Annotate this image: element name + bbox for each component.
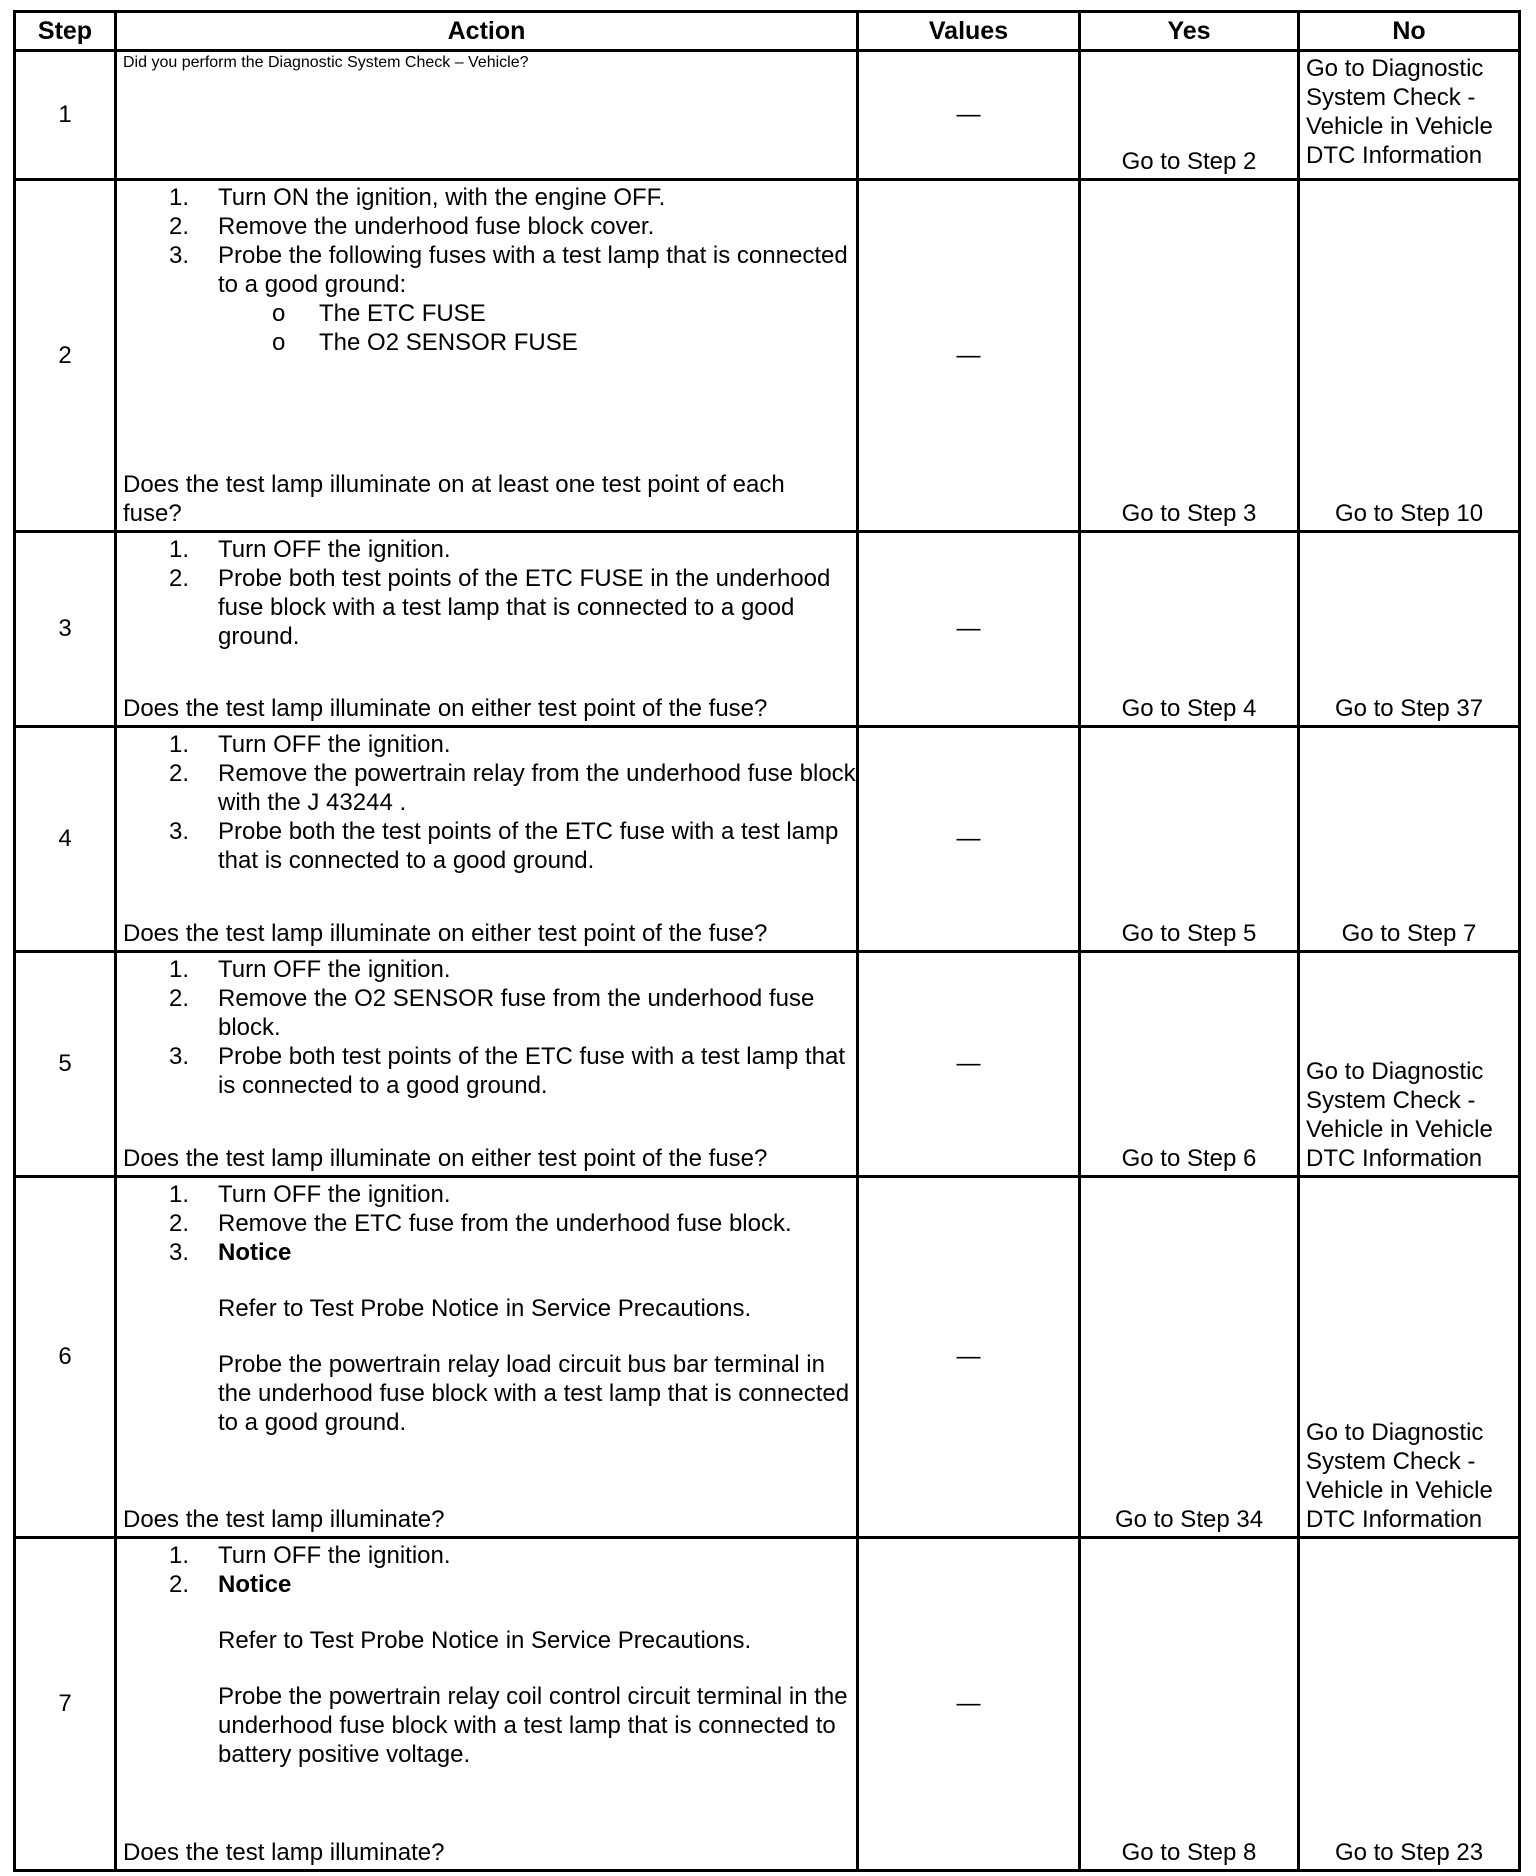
item-number: 2. bbox=[169, 213, 190, 240]
item-text: Remove the powertrain relay from the underhood fuse block with the J 43244 . bbox=[218, 760, 856, 816]
action-question: Does the test lamp illuminate on at least one test point of each fuse? bbox=[123, 471, 785, 527]
yes-cell: Go to Step 2 bbox=[1080, 51, 1299, 180]
action-cell bbox=[116, 532, 858, 727]
item-number: 1. bbox=[169, 536, 190, 563]
item-number: 3. bbox=[169, 818, 190, 845]
item-number: 1. bbox=[169, 1181, 190, 1208]
item-text: Turn OFF the ignition. bbox=[218, 731, 451, 758]
header-row bbox=[15, 12, 1520, 51]
no-text: Go to Diagnostic System Check - Vehicle in Vehicle DTC Information bbox=[1306, 1419, 1493, 1533]
yes-cell: Go to Step 34 bbox=[1080, 1177, 1299, 1538]
step-number: 2 bbox=[15, 180, 116, 532]
no-text: Go to Diagnostic System Check - Vehicle in Vehicle DTC Information bbox=[1306, 1058, 1493, 1172]
item-text: Probe the following fuses with a test lamp that is connected to a good ground: bbox=[218, 242, 848, 298]
item-number: 1. bbox=[169, 184, 190, 211]
values-cell: — bbox=[858, 532, 1080, 727]
sub-item-text: The ETC FUSE bbox=[319, 300, 486, 327]
list-item bbox=[117, 535, 856, 564]
item-number: 2. bbox=[169, 760, 190, 787]
yes-cell: Go to Step 4 bbox=[1080, 532, 1299, 727]
values-cell: — bbox=[858, 727, 1080, 952]
list-item bbox=[117, 759, 856, 817]
item-number: 3. bbox=[169, 1239, 190, 1266]
step-number: 6 bbox=[15, 1177, 116, 1538]
item-text: Probe both test points of the ETC FUSE in the underhood fuse block with a test lamp that is connected to a good ground. bbox=[218, 565, 831, 650]
action-question: Does the test lamp illuminate on either test point of the fuse? bbox=[123, 695, 768, 722]
list-item bbox=[117, 1042, 856, 1100]
notice-paragraph: Refer to Test Probe Notice in Service Precautions. bbox=[218, 1295, 752, 1322]
item-text: Probe both the test points of the ETC fuse with a test lamp that is connected to a good ground. bbox=[218, 818, 839, 874]
item-number: 2. bbox=[169, 1571, 190, 1598]
action-cell bbox=[116, 1538, 858, 1871]
values-cell: — bbox=[858, 180, 1080, 532]
notice-heading: Notice bbox=[218, 1571, 292, 1598]
yes-cell: Go to Step 3 bbox=[1080, 180, 1299, 532]
item-number: 2. bbox=[169, 1210, 190, 1237]
step-number: 5 bbox=[15, 952, 116, 1177]
table-row bbox=[15, 727, 1520, 952]
item-text: Turn OFF the ignition. bbox=[218, 1181, 451, 1208]
action-cell bbox=[116, 952, 858, 1177]
table-row bbox=[15, 180, 1520, 532]
list-item bbox=[117, 817, 856, 875]
sub-item-text: The O2 SENSOR FUSE bbox=[319, 329, 578, 356]
values-cell: — bbox=[858, 1177, 1080, 1538]
item-text: Probe both test points of the ETC fuse with a test lamp that is connected to a good ground. bbox=[218, 1043, 845, 1099]
item-number: 1. bbox=[169, 956, 190, 983]
header-step: Step bbox=[15, 12, 116, 51]
notice-paragraph: Probe the powertrain relay coil control circuit terminal in the underhood fuse block with a test lamp that is connected to battery positive voltage. bbox=[218, 1683, 848, 1768]
no-cell: Go to Step 10 bbox=[1299, 180, 1520, 532]
yes-cell: Go to Step 8 bbox=[1080, 1538, 1299, 1871]
values-cell: — bbox=[858, 952, 1080, 1177]
list-item bbox=[117, 564, 856, 651]
action-question: Did you perform the Diagnostic System Check – Vehicle? bbox=[123, 54, 529, 71]
table-row bbox=[15, 1177, 1520, 1538]
header-yes: Yes bbox=[1080, 12, 1299, 51]
list-item bbox=[117, 730, 856, 759]
header-action: Action bbox=[116, 12, 858, 51]
action-cell bbox=[116, 51, 858, 180]
table-row bbox=[15, 51, 1520, 180]
notice-heading: Notice bbox=[218, 1239, 292, 1266]
notice-paragraph: Refer to Test Probe Notice in Service Precautions. bbox=[218, 1627, 752, 1654]
table-row bbox=[15, 952, 1520, 1177]
no-cell bbox=[1299, 1177, 1520, 1538]
item-number: 2. bbox=[169, 985, 190, 1012]
sub-list-item bbox=[218, 328, 856, 357]
no-cell: Go to Step 37 bbox=[1299, 532, 1520, 727]
table-row bbox=[15, 532, 1520, 727]
item-text: Remove the underhood fuse block cover. bbox=[218, 213, 655, 240]
list-item bbox=[117, 955, 856, 984]
values-cell: — bbox=[858, 51, 1080, 180]
table-row bbox=[15, 1538, 1520, 1871]
list-item bbox=[117, 1541, 856, 1570]
action-question: Does the test lamp illuminate? bbox=[123, 1839, 445, 1866]
step-number: 7 bbox=[15, 1538, 116, 1871]
item-number: 2. bbox=[169, 565, 190, 592]
item-text: Remove the O2 SENSOR fuse from the underhood fuse block. bbox=[218, 985, 815, 1041]
notice-paragraph: Probe the powertrain relay load circuit bus bar terminal in the underhood fuse block with a test lamp that is connected to a good ground. bbox=[218, 1351, 850, 1436]
no-cell bbox=[1299, 51, 1520, 180]
list-item bbox=[117, 984, 856, 1042]
no-text: Go to Diagnostic System Check - Vehicle in Vehicle DTC Information bbox=[1306, 55, 1493, 169]
item-number: 3. bbox=[169, 1043, 190, 1070]
no-cell bbox=[1299, 952, 1520, 1177]
no-cell: Go to Step 7 bbox=[1299, 727, 1520, 952]
action-cell bbox=[116, 180, 858, 532]
action-question: Does the test lamp illuminate on either test point of the fuse? bbox=[123, 920, 768, 947]
no-cell: Go to Step 23 bbox=[1299, 1538, 1520, 1871]
item-text: Remove the ETC fuse from the underhood fuse block. bbox=[218, 1210, 792, 1237]
item-text: Turn OFF the ignition. bbox=[218, 1542, 451, 1569]
circle-bullet-icon: o bbox=[272, 300, 286, 327]
item-text: Turn OFF the ignition. bbox=[218, 956, 451, 983]
yes-cell: Go to Step 5 bbox=[1080, 727, 1299, 952]
step-number: 4 bbox=[15, 727, 116, 952]
action-cell bbox=[116, 727, 858, 952]
item-number: 3. bbox=[169, 242, 190, 269]
action-question: Does the test lamp illuminate on either test point of the fuse? bbox=[123, 1145, 768, 1172]
item-text: Turn ON the ignition, with the engine OFF. bbox=[218, 184, 666, 211]
item-number: 1. bbox=[169, 731, 190, 758]
list-item bbox=[117, 1180, 856, 1209]
item-number: 1. bbox=[169, 1542, 190, 1569]
values-cell: — bbox=[858, 1538, 1080, 1871]
step-number: 3 bbox=[15, 532, 116, 727]
list-item bbox=[117, 241, 856, 357]
header-no: No bbox=[1299, 12, 1520, 51]
list-item bbox=[117, 1209, 856, 1238]
list-item bbox=[117, 212, 856, 241]
yes-cell: Go to Step 6 bbox=[1080, 952, 1299, 1177]
action-cell bbox=[116, 1177, 858, 1538]
header-values: Values bbox=[858, 12, 1080, 51]
list-item bbox=[117, 183, 856, 212]
sub-list-item bbox=[218, 299, 856, 328]
list-item bbox=[117, 1570, 856, 1769]
circle-bullet-icon: o bbox=[272, 329, 286, 356]
list-item bbox=[117, 1238, 856, 1437]
diagnostic-table bbox=[13, 10, 1521, 1872]
item-text: Turn OFF the ignition. bbox=[218, 536, 451, 563]
step-number: 1 bbox=[15, 51, 116, 180]
action-question: Does the test lamp illuminate? bbox=[123, 1506, 445, 1533]
